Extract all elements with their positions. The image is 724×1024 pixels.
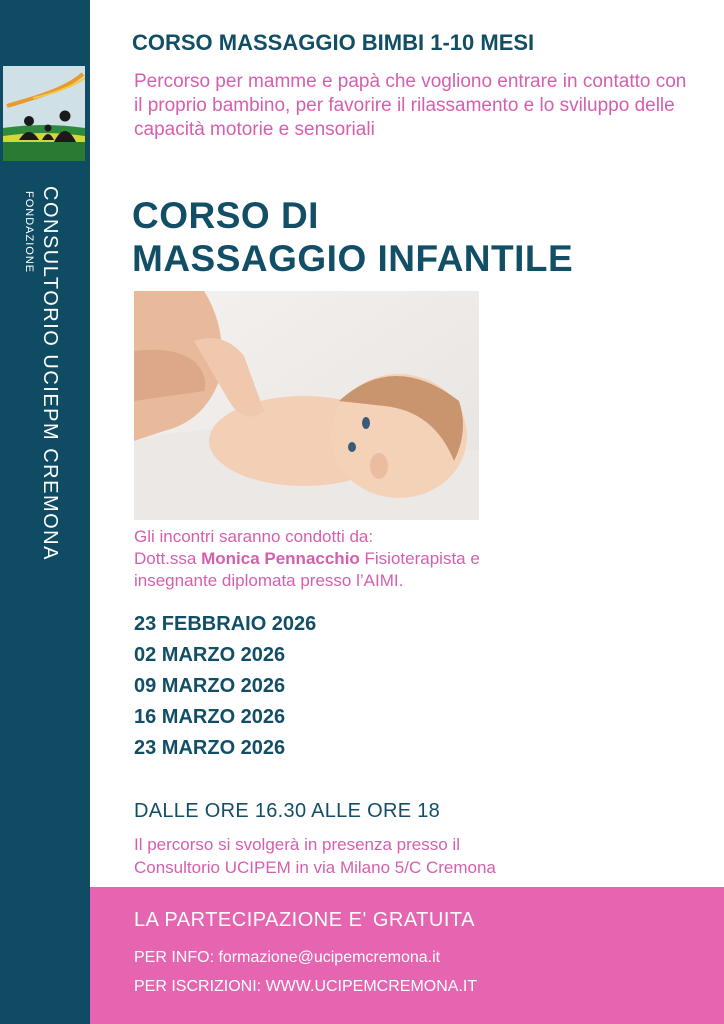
location-line-1: Il percorso si svolgerà in presenza presso il [134, 835, 460, 854]
dates-list [134, 609, 316, 764]
organization-prefix: FONDAZIONE [23, 191, 35, 274]
organization-name: CONSULTORIO UCIEPM CREMONA [39, 186, 61, 561]
date-item: 09 MARZO 2026 [134, 675, 286, 697]
location-line-2: Consultorio UCIPEM in via Milano 5/C Cremona [134, 858, 496, 877]
sidebar [0, 0, 90, 1024]
title-line-1: CORSO DI [132, 195, 319, 236]
signup-website[interactable]: PER ISCRIZIONI: WWW.UCIPEMCREMONA.IT [134, 978, 478, 995]
instructor-intro: Gli incontri saranno condotti da: [134, 527, 374, 546]
free-participation-notice: LA PARTECIPAZIONE E' GRATUITA [134, 909, 475, 931]
instructor-role: Fisioterapista e [359, 549, 480, 568]
instructor-line [134, 548, 654, 570]
schedule-location [134, 833, 654, 879]
course-heading: CORSO MASSAGGIO BIMBI 1-10 MESI [132, 30, 535, 55]
footer-banner [90, 887, 724, 1024]
instructor-qualification: insegnante diplomata presso l’AIMI. [134, 571, 404, 590]
info-email[interactable]: PER INFO: formazione@ucipemcremona.it [134, 949, 441, 966]
date-item: 23 FEBBRAIO 2026 [134, 613, 317, 635]
instructor-prefix: Dott.ssa [134, 549, 202, 568]
page-title [132, 194, 573, 280]
instructor-info [134, 526, 654, 592]
date-item: 16 MARZO 2026 [134, 706, 286, 728]
family-logo-icon [3, 66, 85, 161]
date-item: 02 MARZO 2026 [134, 644, 286, 666]
schedule-time: DALLE ORE 16.30 ALLE ORE 18 [134, 800, 441, 822]
date-item: 23 MARZO 2026 [134, 737, 286, 759]
baby-massage-photo [134, 291, 479, 520]
course-description: Percorso per mamme e papà che vogliono entrare in contatto con il proprio bambino, per favorire il rilassamento e lo sviluppo delle capacità motorie e sensoriali [134, 71, 687, 140]
instructor-name: Monica Pennacchio [201, 549, 360, 568]
title-line-2: MASSAGGIO INFANTILE [132, 238, 574, 279]
